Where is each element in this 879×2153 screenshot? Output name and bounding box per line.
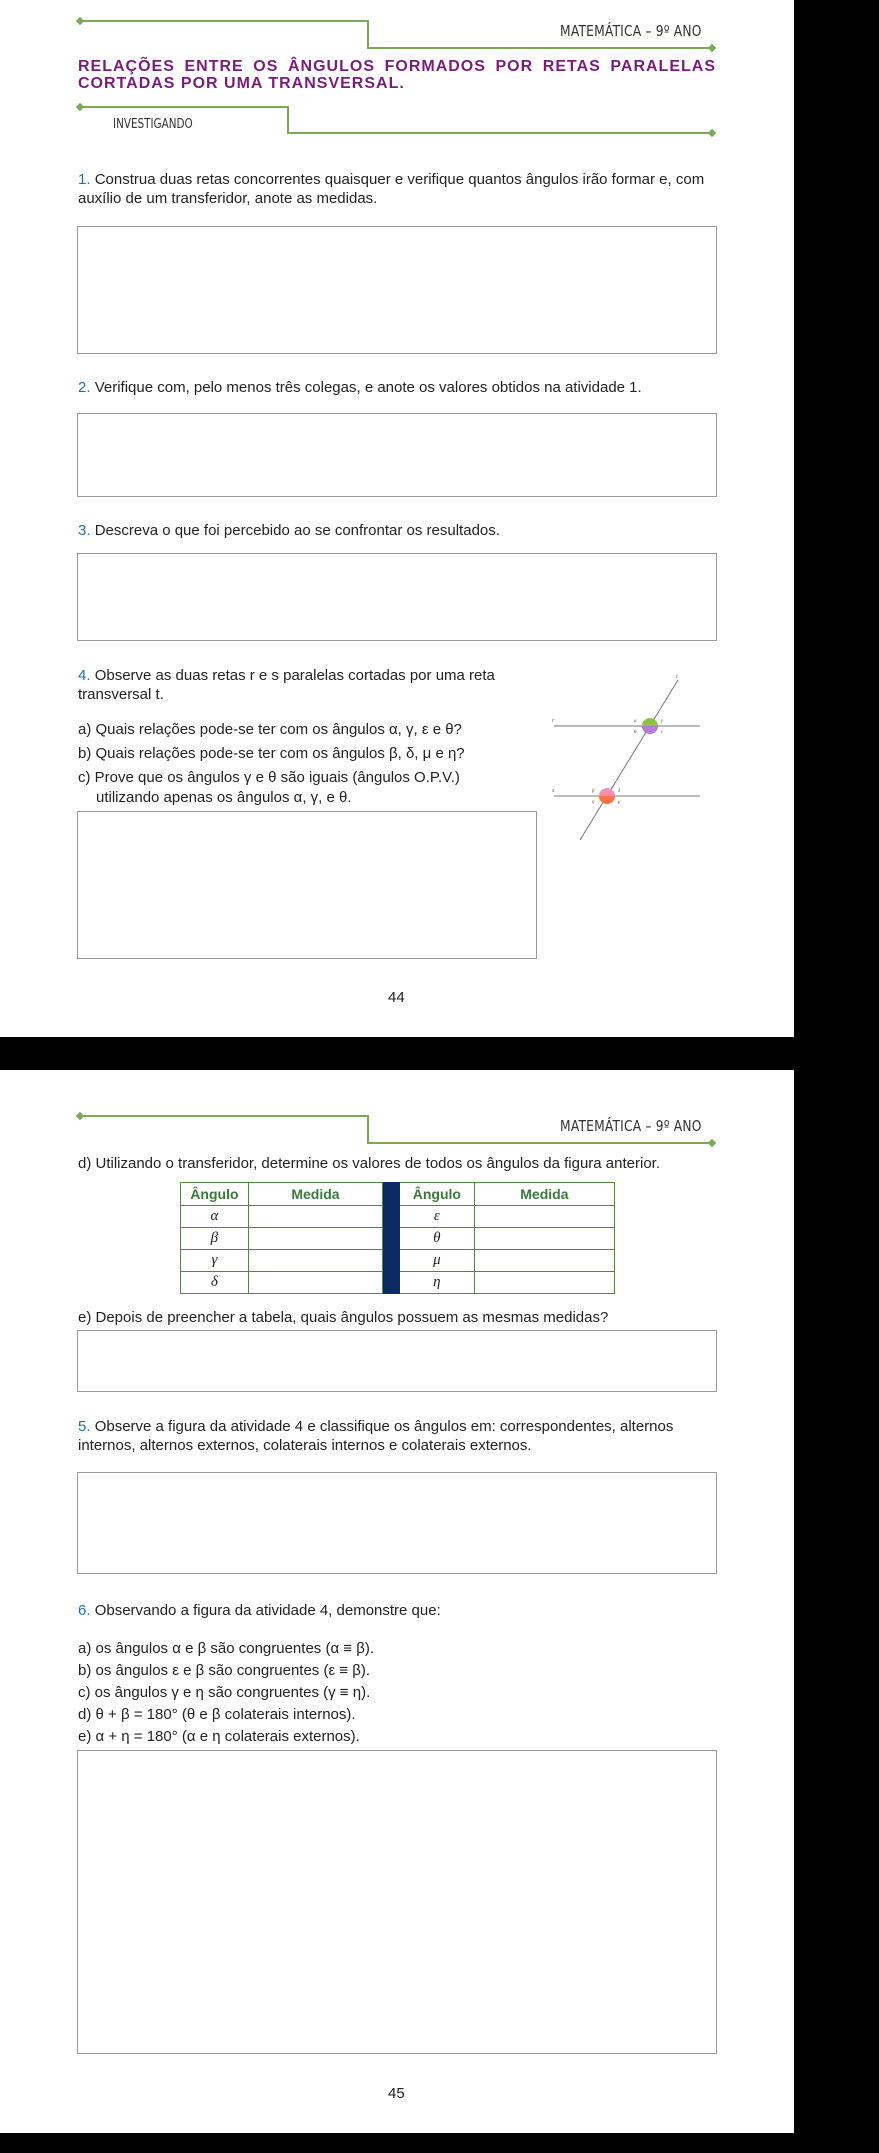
question-6b: b) os ângulos ε e β são congruentes (ε ≡ β). [78,1662,371,1679]
measure-cell[interactable] [474,1228,614,1250]
answer-box-6[interactable] [77,1750,717,2054]
angle-cell: γ [181,1250,249,1272]
header-rule-right [367,47,712,49]
table-row [181,1228,615,1250]
answer-box-5[interactable] [77,1472,717,1574]
label-r: r [552,718,555,724]
page-number-44: 44 [388,989,405,1006]
section-rule-right [287,132,712,134]
section-label: INVESTIGANDO [113,117,193,132]
question-1 [78,170,718,208]
angles-table [180,1182,615,1294]
question-5 [78,1417,718,1455]
question-6-text: Observando a figura da atividade 4, demonstre que: [94,1602,441,1619]
question-6d: d) θ + β = 180° (θ e β colaterais internos). [78,1706,356,1723]
answer-box-4[interactable] [77,811,537,959]
question-5-text: Observe a figura da atividade 4 e classifique os ângulos em: correspondentes, alternos internos, alternos externos, colaterais internos e colaterais externos. [78,1418,674,1454]
angle-cell: α [181,1206,249,1228]
measure-cell[interactable] [248,1228,382,1250]
question-4-text: Observe as duas retas r e s paralelas cortadas por uma reta transversal t. [78,667,495,703]
answer-box-1[interactable] [77,226,717,354]
table-divider [383,1272,400,1294]
question-3 [78,521,718,540]
angle-label-gamma: γ [661,719,663,724]
angle-label-mu: μ [618,800,621,805]
question-5-number: 5. [78,1418,91,1435]
question-2-number: 2. [78,379,91,396]
question-3-number: 3. [78,522,91,539]
angle-marker-top-purple [642,726,658,734]
angle-label-eta: η [592,800,595,805]
angle-cell: μ [399,1250,474,1272]
question-3-text: Descreva o que foi percebido ao se confrontar os resultados. [94,522,500,539]
section-dot-right [708,129,716,137]
table-row [181,1272,615,1294]
angle-label-epsilon: ε [661,730,663,735]
question-1-number: 1. [78,171,91,188]
page-title: RELAÇÕES ENTRE OS ÂNGULOS FORMADOS POR RETAS PARALELAS CORTADAS POR UMA TRANSVERSAL. [78,58,716,92]
question-6c: c) os ângulos γ e η são congruentes (γ ≡ η). [78,1684,371,1701]
angle-cell: η [399,1272,474,1294]
question-2-text: Verifique com, pelo menos três colegas, e anote os valores obtidos na atividade 1. [94,379,642,396]
page-45 [0,1070,794,2133]
section-rule-step [287,106,289,133]
question-1-text: Construa duas retas concorrentes quaisquer e verifique quantos ângulos irão formar e, com auxílio de um transferidor, anote as medidas. [78,171,705,207]
answer-box-2[interactable] [77,413,717,497]
measure-cell[interactable] [474,1206,614,1228]
question-4e: e) Depois de preencher a tabela, quais ângulos possuem as mesmas medidas? [78,1309,609,1326]
question-6a: a) os ângulos α e β são congruentes (α ≡ β). [78,1640,374,1657]
header-dot-right [708,44,716,52]
table-row [181,1250,615,1272]
measure-cell[interactable] [248,1272,382,1294]
header-dot-left [76,1112,84,1120]
angle-label-delta: δ [618,789,621,794]
page-44 [0,0,794,1037]
question-6-items [78,1638,578,1748]
question-6-number: 6. [78,1602,91,1619]
answer-box-3[interactable] [77,553,717,641]
angle-label-beta: β [592,789,595,794]
header-angle-1: Ângulo [181,1183,249,1206]
table-divider [383,1206,400,1228]
question-4a: a) Quais relações pode-se ter com os ângulos α, γ, ε e θ? [78,721,462,738]
header-measure-2: Medida [474,1183,614,1206]
angle-marker-bottom-orange [599,796,615,804]
question-6 [78,1601,718,1620]
measure-cell[interactable] [474,1250,614,1272]
question-4c: c) Prove que os ângulos γ e θ são iguais (ângulos O.P.V.) [78,769,460,786]
question-2 [78,378,718,397]
header-dot-right [708,1139,716,1147]
section-dot-left [76,103,84,111]
measure-cell[interactable] [248,1206,382,1228]
header-dot-left [76,17,84,25]
section-rule-left [80,106,288,108]
question-4d: d) Utilizando o transferidor, determine os valores de todos os ângulos da figura anterior. [78,1155,660,1172]
header-angle-2: Ângulo [399,1183,474,1206]
header-title: MATEMÁTICA – 9º ANO [560,1117,702,1135]
measure-cell[interactable] [474,1272,614,1294]
question-4-number: 4. [78,667,91,684]
measure-cell[interactable] [248,1250,382,1272]
question-4 [78,666,548,704]
question-4c-cont: utilizando apenas os ângulos α, γ, e θ. [96,789,352,806]
angle-label-alpha: α [634,719,637,724]
answer-box-4e[interactable] [77,1330,717,1392]
table-divider [383,1250,400,1272]
label-t: t [676,674,678,680]
question-4b: b) Quais relações pode-se ter com os ângulos β, δ, μ e η? [78,745,465,762]
page-number-45: 45 [388,2085,405,2102]
label-s: s [552,788,555,794]
header-rule-left [80,20,368,22]
angle-cell: β [181,1228,249,1250]
angle-label-theta: θ [634,730,637,735]
parallel-lines-figure [548,668,718,848]
angle-cell: ε [399,1206,474,1228]
table-divider [383,1183,400,1206]
question-6e: e) α + η = 180° (α e η colaterais externos). [78,1728,360,1745]
header-title: MATEMÁTICA – 9º ANO [560,22,702,40]
header-rule-step [367,1115,369,1143]
table-header-row [181,1183,615,1206]
header-rule-right [367,1142,712,1144]
angle-cell: θ [399,1228,474,1250]
angle-cell: δ [181,1272,249,1294]
table-row [181,1206,615,1228]
line-t [580,680,678,840]
header-measure-1: Medida [248,1183,382,1206]
header-rule-step [367,20,369,48]
header-rule-left [80,1115,368,1117]
table-divider [383,1228,400,1250]
